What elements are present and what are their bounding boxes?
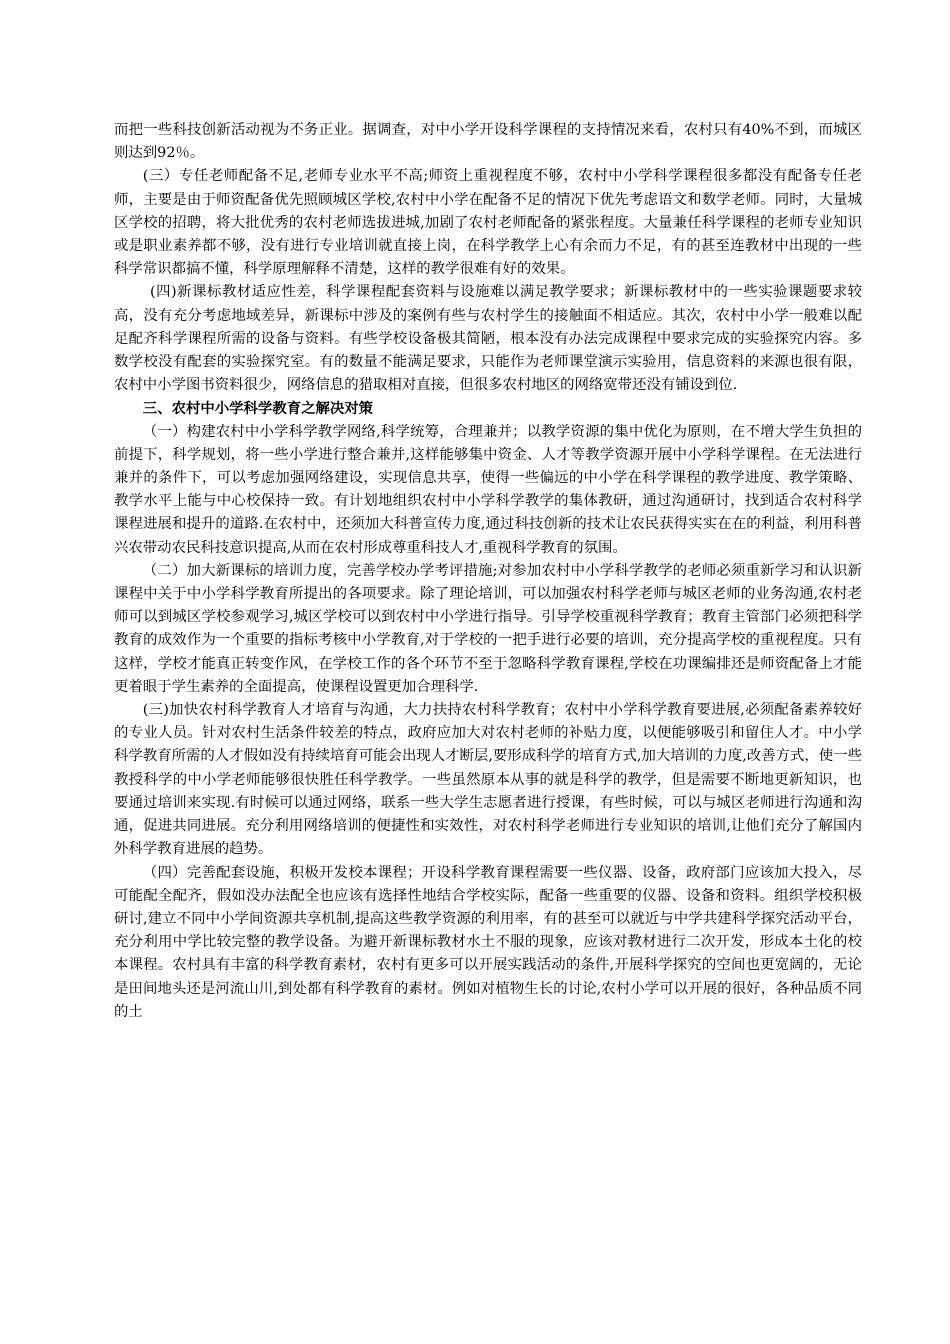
document-page (114, 119, 862, 1024)
paragraph-3: (四)新课标教材适应性差，科学课程配套资料与设施难以满足教学要求；新课标教材中的一些实验课题要求较高，没有充分考虑地域差异，新课标中涉及的案例有些与农村学生的接触面不相适应。其次，农村中小学一般难以配足配齐科学课程所需的设备与资料。有些学校设备极其简陋，根本没有办法完成课程中要求完成的实验探究内容。多数学校没有配套的实验探究室。有的数量不能满足要求，只能作为老师课堂演示实验用，信息资料的来源也很有限，农村中小学图书资料很少，网络信息的猎取相对直接，但很多农村地区的网络宽带还没有铺设到位. (114, 284, 862, 394)
paragraph-5: （二）加大新课标的培训力度，完善学校办学考评措施;对参加农村中小学科学教学的老师必须重新学习和认识新课程中关于中小学科学教育所提出的各项要求。除了理论培训，可以加强农村科学老师与城区老师的业务沟通,农村老师可以到城区学校参观学习,城区学校可以到农村中小学进行指导。引导学校重视科学教育；教育主管部门必须把科学教育的成效作为一个重要的指标考核中小学教育,对于学校的一把手进行必要的培训，充分提高学校的重视程度。只有这样，学校才能真正转变作风，在学校工作的各个环节不至于忽略科学教育课程,学校在功课编排还是师资配备上才能更着眼于学生素养的全面提高，使课程设置更加合理科学. (114, 562, 862, 695)
paragraph-1: 而把一些科技创新活动视为不务正业。据调查，对中小学开设科学课程的支持情况来看，农村只有40%不到，而城区则达到92％。 (114, 122, 862, 162)
paragraph-7: （四）完善配套设施，积极开发校本课程；开设科学教育课程需要一些仪器、设备，政府部门应该加大投入，尽可能配全配齐，假如没办法配全也应该有选择性地结合学校实际，配备一些重要的仪器、设备和资料。组织学校积极研讨,建立不同中小学间资源共享机制,提高这些教学资源的利用率，有的甚至可以就近与中学共建科学探究活动平台，充分利用中学比较完整的教学设备。为避开新课标教材水土不服的现象，应该对教材进行二次开发，形成本土化的校本课程。农村具有丰富的科学教育素材，农村有更多可以开展实践活动的条件,开展科学探究的空间也更宽阔的，无论是田间地头还是河流山川,到处都有科学教育的素材。例如对植物生长的讨论,农村小学可以开展的很好，各种品质不同的土 (114, 864, 862, 1020)
paragraph-4: （一）构建农村中小学科学教学网络,科学统筹，合理兼并；以教学资源的集中优化为原则，在不增大学生负担的前提下，科学规划，将一些小学进行整合兼并,这样能够集中资金、人才等教学资源开展中小学科学课程。在无法进行兼并的条件下，可以考虑加强网络建设，实现信息共享，使得一些偏远的中小学在科学课程的教学进度、教学策略、教学水平上能与中心校保持一致。有计划地组织农村中小学科学教学的集体教研，通过沟通研讨，找到适合农村科学课程进展和提升的道路.在农村中，还须加大科普宣传力度,通过科技创新的技术让农民获得实实在在的利益，利用科普兴农带动农民科技意识提高,从而在农村形成尊重科技人才,重视科学教育的氛围。 (114, 423, 862, 556)
paragraph-2: (三）专任老师配备不足,老师专业水平不高;师资上重视程度不够，农村中小学科学课程很多都没有配备专任老师，主要是由于师资配备优先照顾城区学校,农村中小学在配备不足的情况下优先考虑语文和数学老师。同时，大量城区学校的招聘，将大批优秀的农村老师选拔进城,加剧了农村老师配备的紧张程度。大量兼任科学课程的老师专业知识或是职业素养都不够，没有进行专业培训就直接上岗，在科学教学上心有余而力不足，有的甚至连教材中出现的一些科学常识都搞不懂，科学原理解释不清楚，这样的教学很难有好的效果。 (114, 168, 862, 278)
paragraph-6: (三)加快农村科学教育人才培育与沟通，大力扶持农村科学教育；农村中小学科学教育要进展,必须配备素养较好的专业人员。针对农村生活条件较差的特点，政府应加大对农村老师的补贴力度，以便能够吸引和留住人才。中小学科学教育所需的人才假如没有持续培育可能会出现人才断层,要形成科学的培育方式,加大培训的力度,改善方式，使一些教授科学的中小学老师能够很快胜任科学教学。一些虽然原本从事的就是科学的教学，但是需要不断地更新知识，也要通过培训来实现.有时候可以通过网络，联系一些大学生志愿者进行授课，有些时候，可以与城区老师进行沟通和沟通，促进共同进展。充分利用网络培训的便捷性和实效性，对农村科学老师进行专业知识的培训,让他们充分了解国内外科学教育进展的趋势。 (114, 702, 862, 858)
section-heading: 三、农村中小学科学教育之解决对策 (142, 400, 374, 418)
